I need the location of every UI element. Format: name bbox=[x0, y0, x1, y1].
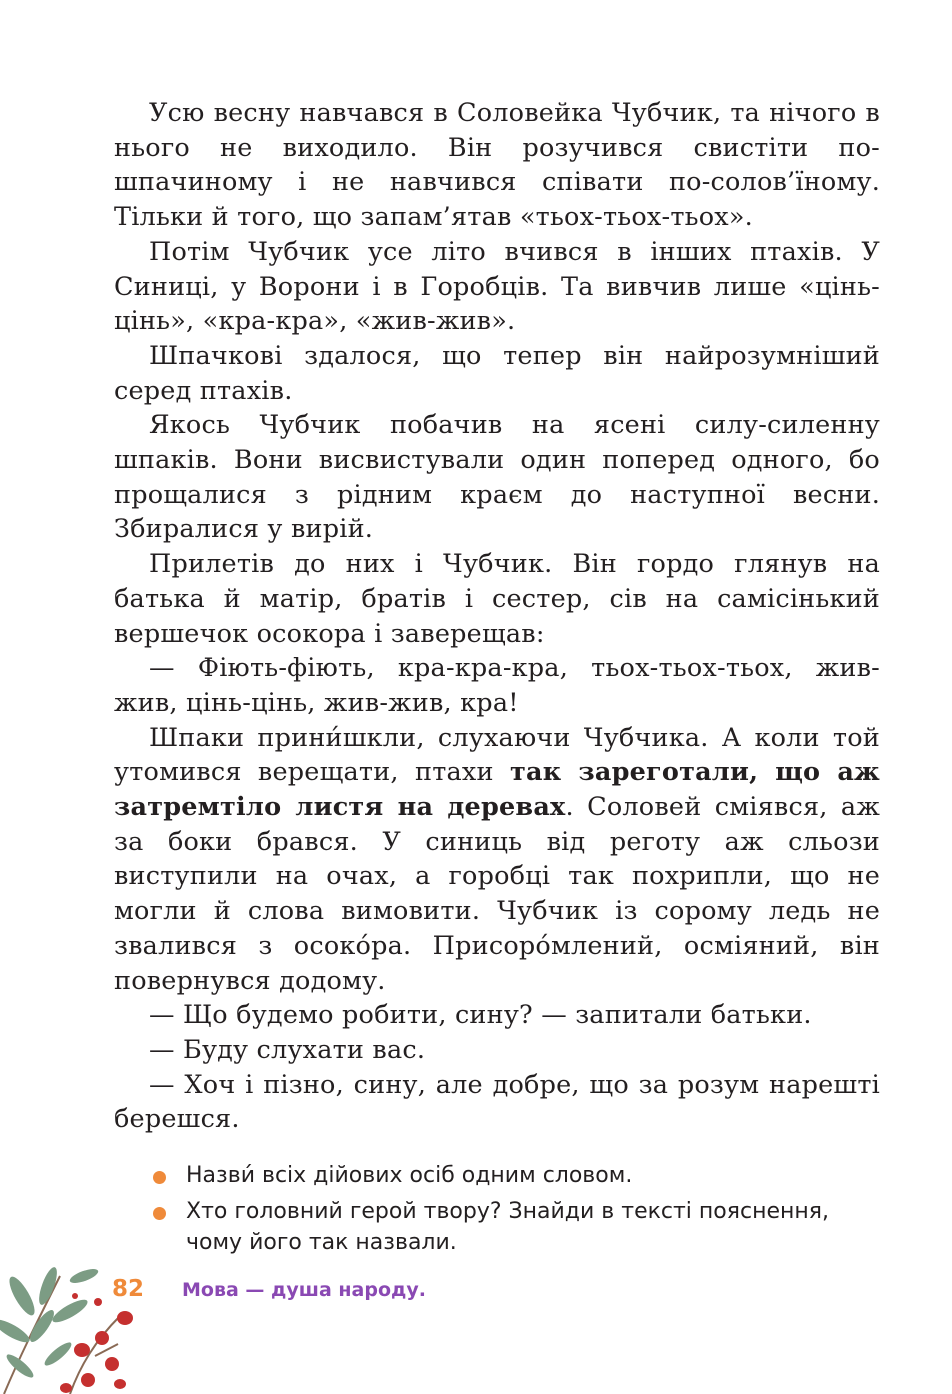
page-number: 82 bbox=[112, 1276, 145, 1302]
question-text: Хто головний герой твору? Знайди в тексті пояснення, чому його так назвали. bbox=[186, 1199, 829, 1255]
paragraph: Шпачкові здалося, що тепер він найрозумніший серед птахів. bbox=[114, 340, 880, 406]
paragraph-text: Шпаки прини́шкли, слухаючи Чубчика. А коли той утомився верещати, птахи bbox=[114, 722, 880, 788]
paragraph: Прилетів до них і Чубчик. Він гордо глянув на батька й матір, братів і сестер, сів на самісінький вершечок осокора і заверещав: bbox=[114, 549, 880, 649]
page-footer bbox=[112, 1276, 426, 1302]
paragraph: — Хоч і пізно, сину, але добре, що за розум нарешті берешся. bbox=[114, 1069, 880, 1135]
question-item bbox=[148, 1196, 888, 1258]
paragraph: — Буду слухати вас. bbox=[149, 1034, 426, 1065]
paragraph: Усю весну навчався в Соловейка Чубчик, та нічого в нього не виходило. Він розучився свистіти по-шпачиному і не навчився співати по-солов’їному. Тільки й того, що запам’ятав «тьох-тьох-тьох». bbox=[114, 98, 880, 233]
paragraph bbox=[114, 721, 880, 999]
bullet-icon bbox=[153, 1207, 166, 1220]
paragraph: Якось Чубчик побачив на ясені силу-силенну шпаків. Вони висвистували один поперед одного, бо прощалися з рідним краєм до наступної весни. Збиралися у вирій. bbox=[114, 410, 880, 545]
paragraph: Потім Чубчик усе літо вчився в інших птахів. У Синиці, у Ворони і в Горобців. Та вивчив лише «цінь-цінь», «кра-кра», «жив-жив». bbox=[114, 236, 880, 337]
paragraph: — Фіють-фіють, кра-кра-кра, тьох-тьох-тьох, жив-жив, цінь-цінь, жив-жив, кра! bbox=[114, 653, 880, 718]
bold-phrase: так зареготали, що аж затремтіло листя на деревах bbox=[114, 757, 880, 823]
bullet-icon bbox=[153, 1171, 166, 1184]
question-text: Назви́ всіх дійових осіб одним словом. bbox=[186, 1163, 633, 1188]
paragraph-text: . Соловей сміявся, аж за боки брався. У синиць від реготу аж сльози виступили на очах, а горобці так похрипли, що не могли й слова вимовити. Чубчик із сорому ледь не звалився з осоко́ра. Присоро́млений, осміяний, він повернувся додому. bbox=[114, 792, 880, 996]
paragraph: — Що будемо робити, сину? — запитали батьки. bbox=[149, 1000, 812, 1031]
questions-list bbox=[148, 1160, 888, 1263]
story-text bbox=[114, 96, 880, 1137]
question-item bbox=[148, 1160, 888, 1191]
section-title: Мова — душа народу. bbox=[182, 1279, 426, 1301]
